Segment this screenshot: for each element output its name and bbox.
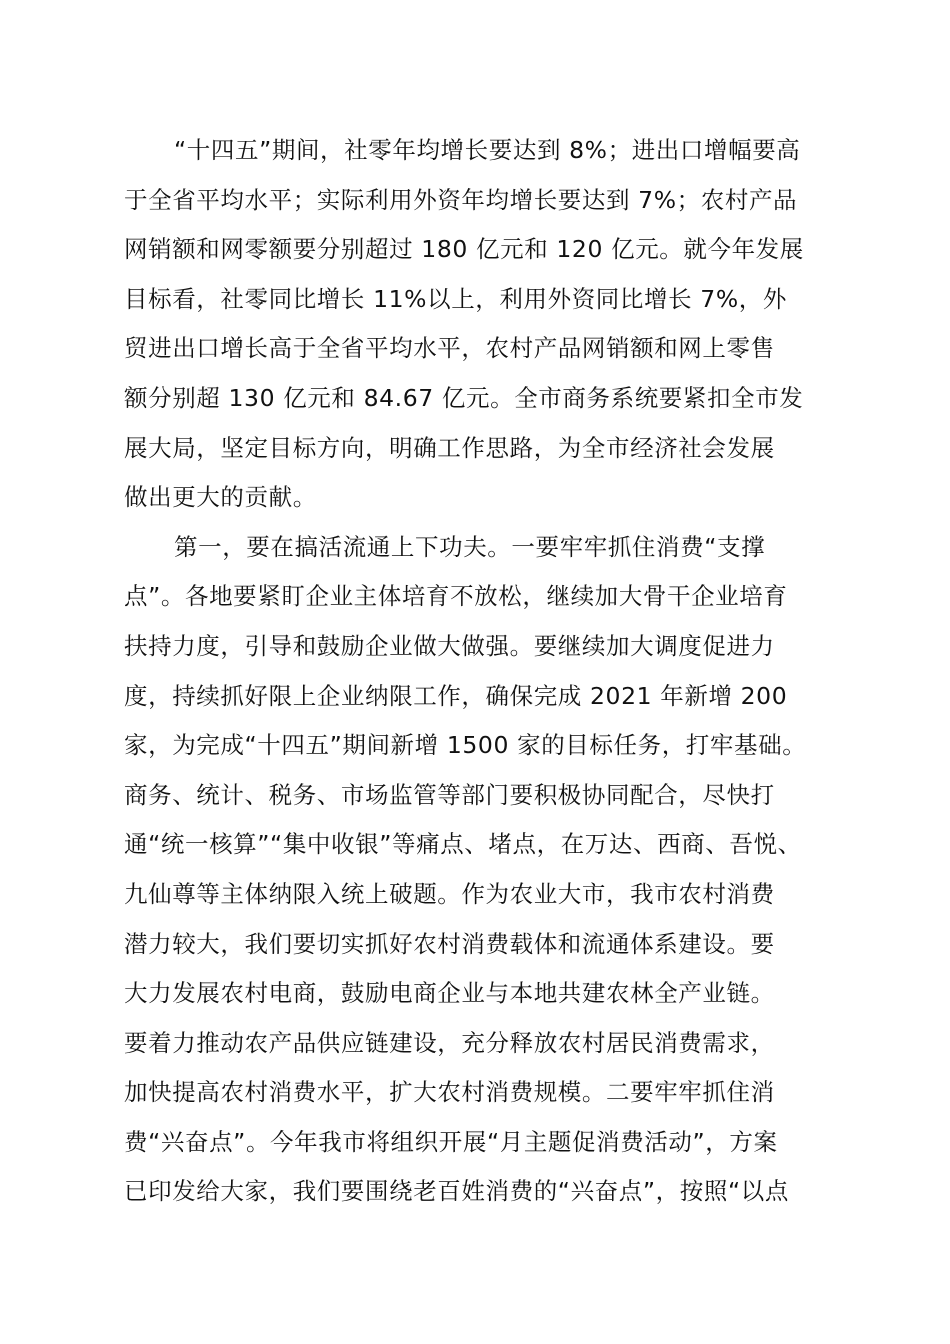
text-line: 商务、统计、税务、市场监管等部门要积极协同配合，尽快打 <box>124 780 775 809</box>
text-line: 费“兴奋点”。今年我市将组织开展“月主题促消费活动”，方案 <box>124 1127 778 1156</box>
text-line: 要着力推动农产品供应链建设，充分释放农村居民消费需求， <box>124 1028 775 1057</box>
text-line: “十四五”期间，社零年均增长要达到 8%；进出口增幅要高 <box>174 136 801 164</box>
text-line: 网销额和网零额要分别超过 180 亿元和 120 亿元。就今年发展 <box>124 235 804 264</box>
paragraph-targets <box>124 126 836 523</box>
text-line: 度，持续抓好限上企业纳限工作，确保完成 2021 年新增 200 <box>124 681 788 710</box>
text-line: 家，为完成“十四五”期间新增 1500 家的目标任务，打牢基础。 <box>124 731 807 760</box>
text-line: 额分别超 130 亿元和 84.67 亿元。全市商务系统要紧扣全市发 <box>124 383 804 412</box>
text-line: 贸进出口增长高于全省平均水平，农村产品网销额和网上零售 <box>124 334 775 363</box>
text-line: 九仙尊等主体纳限入统上破题。作为农业大市，我市农村消费 <box>124 879 775 908</box>
text-line: 已印发给大家，我们要围绕老百姓消费的“兴奋点”，按照“以点 <box>124 1177 789 1206</box>
text-line: 大力发展农村电商，鼓励电商企业与本地共建农林全产业链。 <box>124 979 775 1008</box>
text-line: 于全省平均水平；实际利用外资年均增长要达到 7%；农村产品 <box>124 185 798 214</box>
text-line: 展大局，坚定目标方向，明确工作思路，为全市经济社会发展 <box>124 433 775 462</box>
paragraph-circulation <box>124 523 836 1217</box>
text-line: 加快提高农村消费水平，扩大农村消费规模。二要牢牢抓住消 <box>124 1078 775 1107</box>
text-line: 目标看，社零同比增长 11%以上，利用外资同比增长 7%，外 <box>124 284 787 313</box>
text-line: 第一，要在搞活流通上下功夫。一要牢牢抓住消费“支撑 <box>174 532 766 561</box>
document-body <box>124 126 836 1217</box>
text-line: 做出更大的贡献。 <box>124 483 317 512</box>
text-line: 扶持力度，引导和鼓励企业做大做强。要继续加大调度促进力 <box>124 631 775 660</box>
text-line: 潜力较大，我们要切实抓好农村消费载体和流通体系建设。要 <box>124 929 775 958</box>
text-line: 通“统一核算”“集中收银”等痛点、堵点，在万达、西商、吾悦、 <box>124 830 802 859</box>
text-line: 点”。各地要紧盯企业主体培育不放松，继续加大骨干企业培育 <box>124 582 788 611</box>
